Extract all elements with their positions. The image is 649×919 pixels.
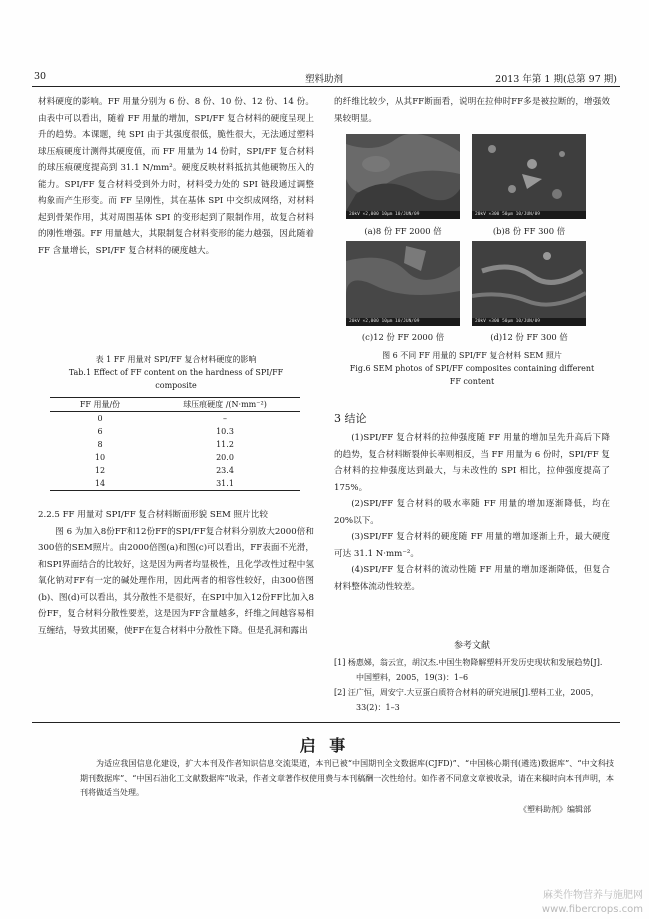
figure-caption-en: Fig.6 SEM photos of SPI/FF composites containing different	[349, 364, 595, 373]
sem-photo-a	[346, 134, 460, 219]
photo-caption-d: (d)12 份 FF 300 倍	[490, 332, 568, 342]
figure-caption-en-cont: FF content	[449, 377, 495, 386]
references-title: 参考文献	[453, 641, 490, 651]
notice-body: 为适应我国信息化建设，扩大本刊及作者知识信息交流渠道，本刊已被“中国期刊全文数据库(CJFD)”、“中国核心期刊(遴选)数据库”、“中文科技期刊数据库”、“中国石油化工文献数据库”收录，作者文章著作权使用费与本刊稿酬一次性给付。如作者不同意文章被收录，请在来稿时向本刊声明，本刊将做适当处理。	[80, 759, 614, 797]
reference-2: [2] 汪广恒，周安宁.大豆蛋白质符合材料的研究进展[J].塑料工业，2005，33(2)：1–3	[334, 688, 599, 712]
table-row: 10 20.0	[94, 453, 234, 462]
conclusions	[334, 430, 610, 595]
watermark-cn: 麻类作物营养与施肥网	[543, 890, 643, 901]
conclusion-4: (4)SPI/FF 复合材料的流动性随 FF 用量的增加逐渐降低，但复合材料整体流动性较差。	[334, 565, 610, 592]
notice-signature: 《塑料助剂》编辑部	[519, 805, 591, 814]
notice-title: 启 事	[299, 736, 350, 755]
hardness-paragraph: 材料硬度的影响。FF 用量分别为 6 份、8 份、10 份、12 份、14 份。由表中可以看出，随着 FF 用量的增加，SPI/FF 复合材料的硬度呈现上升的趋势。本课题，纯 SPI 由于其强度很低，脆性很大，无法通过塑料球压痕硬度计测得其硬度值，而 FF 用量为 14 份时，SPI/FF 复合材料的球压痕硬度提高到 31.1 N/mm²。硬度反映材料抵抗其他硬物压入的能力。SPI/FF 复合材料受到外力时，材料受力处的 SPI 链段通过调整构象而产生形变。而 FF 呈刚性，其在基体 SPI 中交织成网络，对材料起到骨架作用，其对周围基体 SPI 的变形起到了限制作用，故复合材料的刚性增强。FF 用量越大，其限制复合材料变形的能力越强，因此随着 FF 含量增长，SPI/FF 复合材料的硬度越大。	[38, 97, 314, 256]
table-row: 6 10.3	[97, 427, 234, 436]
photo-info-bar: 20kV ×300 50μm 10/JUN/09	[472, 211, 586, 219]
header-rule	[32, 86, 620, 87]
conclusion-2: (2)SPI/FF 复合材料的吸水率随 FF 用量的增加逐渐降低，均在 20%以下。	[334, 499, 610, 526]
sem-texture-d	[472, 241, 586, 318]
page-number: 30	[34, 71, 47, 82]
sem-photo-b	[472, 134, 586, 219]
site-watermark	[542, 889, 643, 917]
left-column-lower	[38, 507, 314, 639]
photo-caption-b: (b)8 份 FF 300 倍	[492, 226, 566, 236]
sem-paragraph: 图 6 为加入8份FF和12份FF的SPI/FF复合材料分别放大2000倍和300倍的SEM照片。由2000倍图(a)和图(c)可以看出，FF表面不光滑，和SPI界面结合的比较好，这是因为两者均显极性，且化学改性过程中氢氧化钠对FF有一定的碱处理作用，因此两者的相容性较好，由300倍图(b)、图(d)可以看出，其分散性不是很好，在SPI中加入12份FF比加入8份FF，复合材料分散性要差，这是因为FF含量越多，纤维之间越容易相互缠结，导致其团聚，使FF在复合材料中分散性下降。但是孔洞和露出	[38, 526, 314, 636]
section-2-2-5-heading: 2.2.5 FF 用量对 SPI/FF 复合材料断面形貌 SEM 照片比较	[38, 510, 268, 520]
table-title-cn: 表 1 FF 用量对 SPI/FF 复合材料硬度的影响	[95, 355, 257, 364]
right-column-top	[334, 94, 610, 127]
table-title-en-cont: composite	[155, 381, 197, 390]
figure-caption-cn: 图 6 不同 FF 用量的 SPI/FF 复合材料 SEM 照片	[382, 351, 562, 360]
photo-info-bar: 20kV ×300 50μm 10/JUN/09	[472, 318, 586, 326]
references-list	[334, 655, 610, 715]
conclusion-3: (3)SPI/FF 复合材料的硬度随 FF 用量的增加逐渐上升，最大硬度可达 31.1 N·mm⁻²。	[334, 532, 610, 559]
left-column	[38, 94, 314, 259]
sem-texture-c	[346, 241, 460, 318]
table-row: 8 11.2	[97, 440, 234, 449]
watermark-url: www.fibercrops.com	[541, 904, 643, 915]
table-header-ff: FF 用量/份	[79, 400, 121, 409]
photo-caption-c: (c)12 份 FF 2000 倍	[361, 332, 445, 342]
sem-photo-c	[346, 241, 460, 326]
issue-info: 2013 年第 1 期(总第 97 期)	[495, 74, 617, 85]
table-header-hardness: 球压痕硬度 /(N·mm⁻²)	[183, 400, 267, 409]
hardness-table	[50, 397, 300, 491]
conclusion-1: (1)SPI/FF 复合材料的拉伸强度随 FF 用量的增加呈先升高后下降的趋势，复合材料断裂伸长率则相反，当 FF 用量为 6 份时，SPI/FF 复合材料的拉伸强度达到最大，与未改性的 SPI 相比，拉伸强度提高了 175%。	[334, 433, 610, 493]
table-caption	[38, 353, 314, 392]
table-row: 12 23.4	[94, 466, 234, 475]
table-title-en: Tab.1 Effect of FF content on the hardness of SPI/FF	[68, 368, 284, 377]
section-3-heading: 3 结论	[334, 412, 367, 425]
table-row: 0 –	[97, 414, 227, 423]
sem-photo-d	[472, 241, 586, 326]
sem-texture-b	[472, 134, 586, 211]
reference-1: [1] 杨惠娣，翁云宣，胡汉杰.中国生物降解塑料开发历史现状和发展趋势[J].中国塑料，2005，19(3)：1–6	[334, 658, 603, 682]
sem-texture-a	[346, 134, 460, 211]
photo-info-bar: 20kV ×2,000 10μm 10/JUN/09	[346, 211, 460, 219]
photo-caption-a: (a)8 份 FF 2000 倍	[364, 226, 442, 236]
sem-paragraph-cont: 的纤维比较少，从其FF断面看，说明在拉伸时FF多是被拉断的，增强效果较明显。	[334, 97, 610, 124]
table-row: 14 31.1	[94, 479, 234, 488]
figure-caption	[330, 349, 614, 388]
photo-info-bar: 20kV ×2,000 10μm 10/JUN/09	[346, 318, 460, 326]
notice-rule	[32, 722, 620, 723]
journal-name: 塑料助剂	[305, 74, 344, 85]
